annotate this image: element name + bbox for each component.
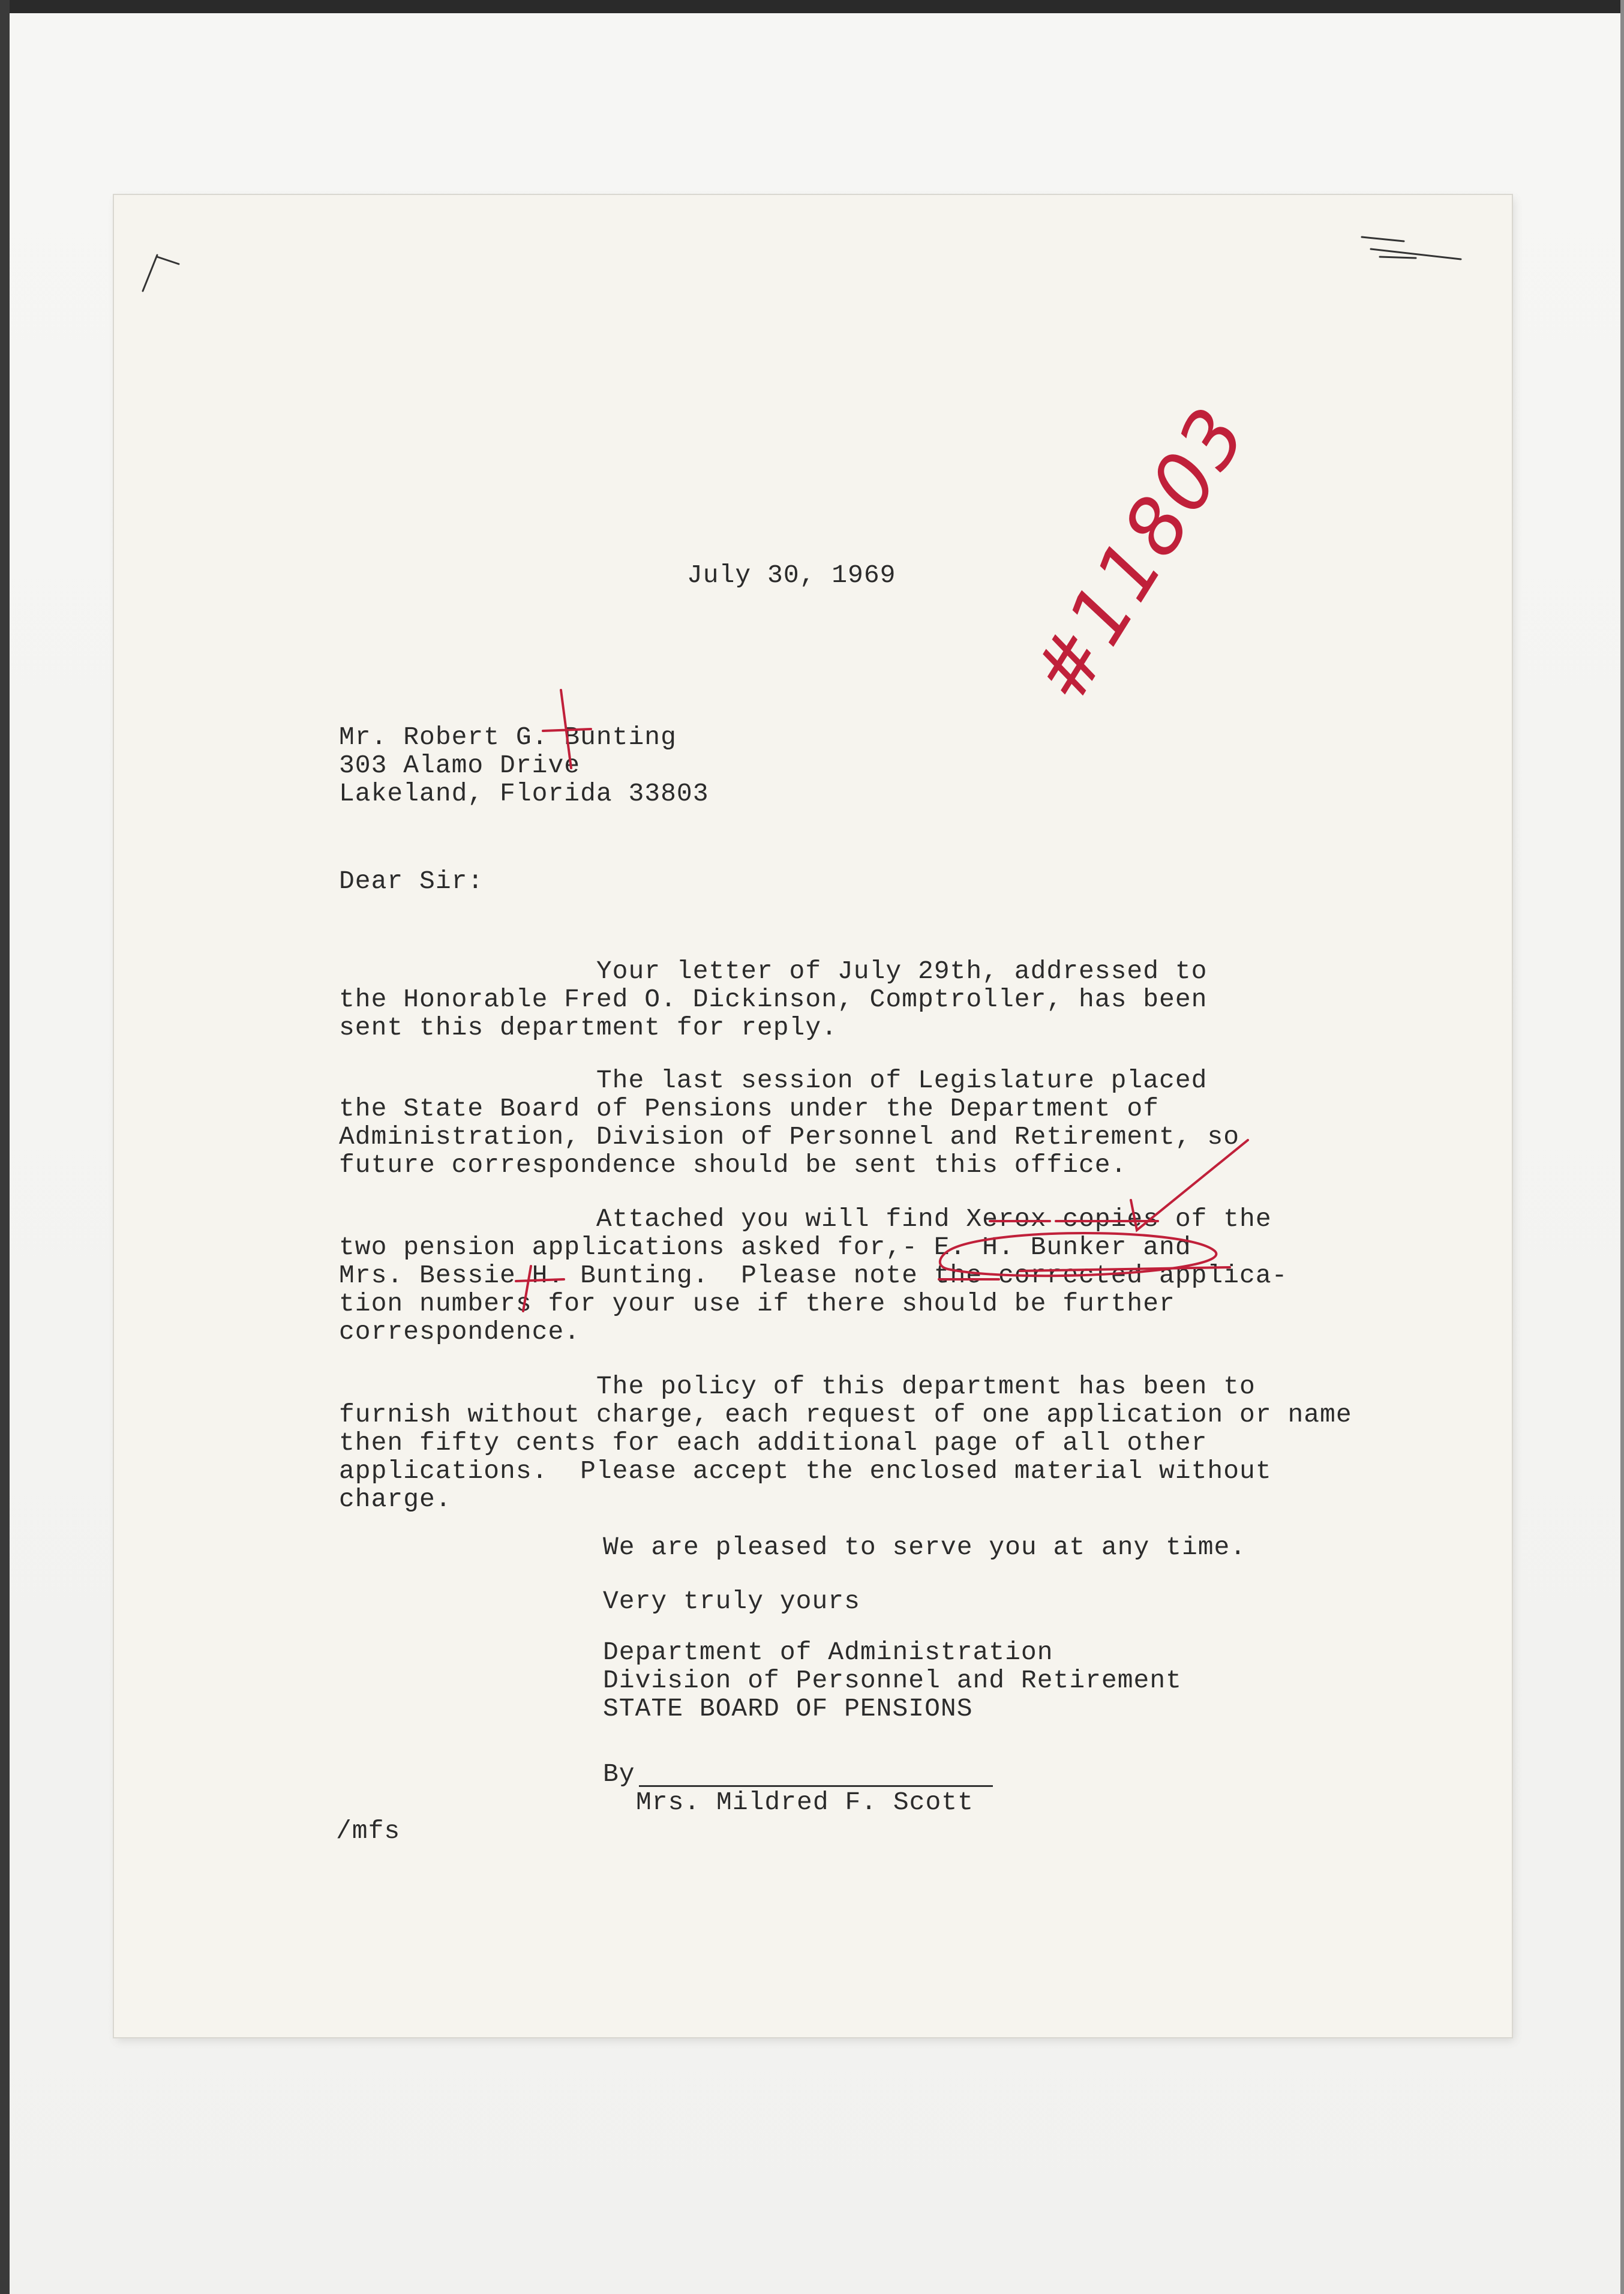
handwritten-file-number: #11803 <box>1014 391 1265 718</box>
paragraph-2: The last session of Legislature placed the State Board of Pensions under the Department of Administration, Division of Personnel and Retirement, so future correspondence should be sent this office. <box>339 1066 1240 1180</box>
signature-dept: Department of Administration <box>603 1638 1053 1667</box>
by-label: By <box>603 1759 635 1789</box>
signature-block <box>603 1638 1182 1723</box>
scan-frame-top-edge <box>0 0 1624 13</box>
paragraph-1: Your letter of July 29th, addressed to the Honorable Fred O. Dickinson, Comptroller, has been sent this department for reply. <box>339 956 1208 1042</box>
recipient-city: Lakeland, Florida 33803 <box>339 779 709 808</box>
recipient-address <box>339 723 709 808</box>
typist-initials: /mfs <box>336 1816 401 1846</box>
signer-name: Mrs. Mildred F. Scott <box>636 1788 974 1817</box>
signature-board: STATE BOARD OF PENSIONS <box>603 1694 973 1723</box>
letter-page <box>114 195 1512 2037</box>
scan-frame-right-edge <box>1620 0 1624 2294</box>
scan-frame-left-edge <box>0 0 10 2294</box>
salutation: Dear Sir: <box>339 866 484 896</box>
recipient-street: 303 Alamo Drive <box>339 751 581 780</box>
paragraph-3: Attached you will find Xerox copies of the two pension applications asked for,- E. H. Bunker and Mrs. Bessie H. Bunting. Please note the corrected applica- tion numbers for your use if there should be further correspondence. <box>339 1204 1288 1347</box>
closing-line: We are pleased to serve you at any time. <box>603 1533 1247 1562</box>
signature-line <box>639 1785 993 1787</box>
recipient-name: Mr. Robert G. Bunting <box>339 722 677 752</box>
complimentary-close: Very truly yours <box>603 1587 860 1616</box>
signature-division: Division of Personnel and Retirement <box>603 1666 1182 1695</box>
paragraph-4: The policy of this department has been to furnish without charge, each request of one application or name then fifty cents for each additional page of all other applications. Please accept the enclosed material without charge. <box>339 1372 1352 1514</box>
letter-date: July 30, 1969 <box>687 560 896 590</box>
